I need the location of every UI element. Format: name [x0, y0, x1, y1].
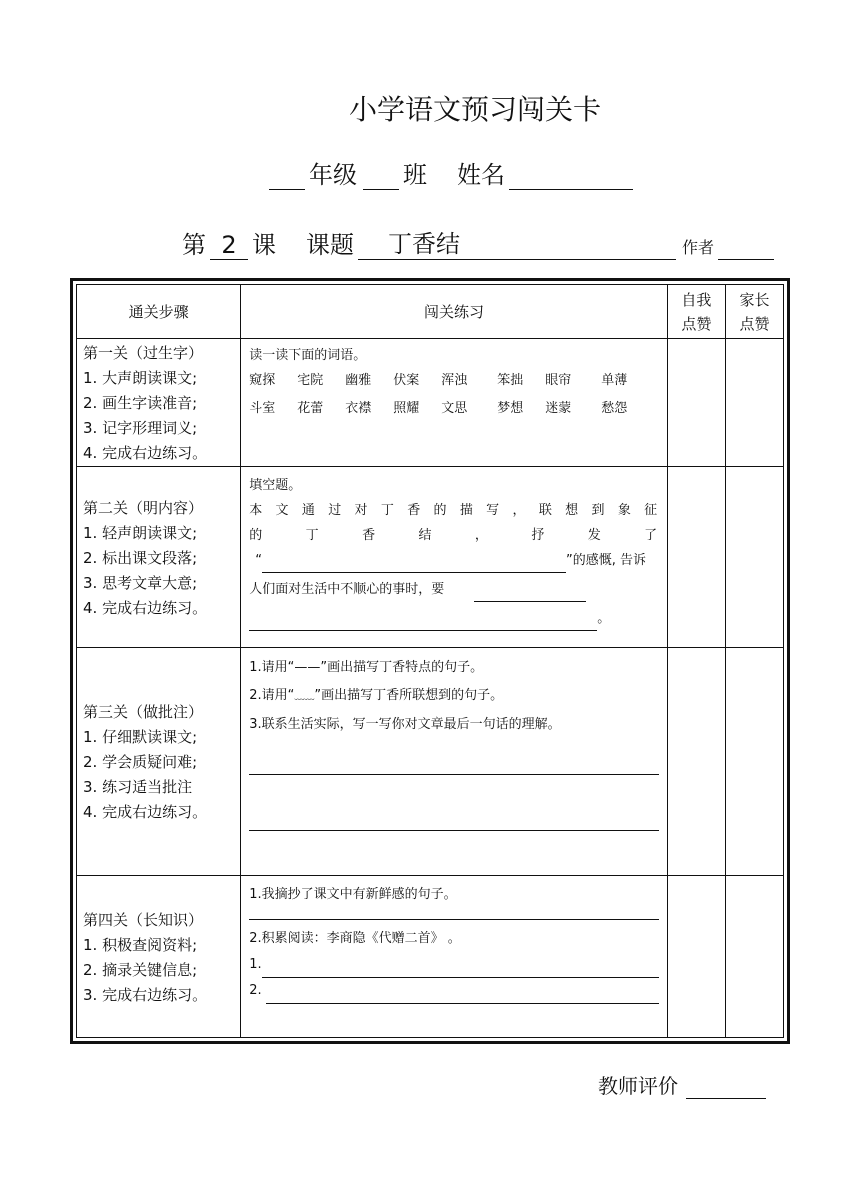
fill-blank-3[interactable]	[249, 612, 597, 631]
col-parent-praise: 家长 点赞	[725, 285, 783, 339]
question-1: 1.我摘抄了课文中有新鲜感的句子。	[249, 887, 457, 902]
author-label: 作者	[681, 238, 714, 257]
steps-level-3: 第三关（做批注） 1. 仔细默读课文; 2. 学会质疑问难; 3. 练习适当批注 4. 完成右边练习。	[77, 648, 241, 876]
table-header-row	[77, 285, 784, 339]
fill-text-line-4: 人们面对生活中不顺心的事时，要	[249, 577, 659, 602]
teacher-blank[interactable]	[686, 1076, 766, 1099]
self-praise-cell[interactable]	[667, 876, 725, 1038]
word-list-row-1: 窥探 宅院 幽雅 伏案 浑浊 笨拙 眼帘 单薄	[249, 373, 628, 388]
fill-text-line-1: 本 文 通 过 对 丁 香 的 描 写 ， 联 想 到 象 征	[249, 503, 658, 518]
col-self-praise: 自我 点赞	[667, 285, 725, 339]
practice-level-2	[241, 467, 668, 648]
answer-item-1: 1.	[249, 952, 659, 978]
student-info-line	[265, 155, 637, 190]
question-1: 1.请用“——”画出描写丁香特点的句子。	[249, 660, 484, 675]
practice-table	[70, 278, 790, 1044]
practice-intro: 填空题。	[249, 478, 302, 493]
fill-blank-1[interactable]	[262, 554, 566, 573]
class-blank[interactable]	[363, 167, 399, 190]
self-praise-cell[interactable]	[667, 648, 725, 876]
answer-line-3[interactable]	[266, 985, 659, 1004]
fill-text-line-5: 。	[249, 606, 659, 631]
col-practice: 闯关练习	[241, 285, 668, 339]
steps-level-2: 第二关（明内容） 1. 轻声朗读课文; 2. 标出课文段落; 3. 思考文章大意; 4. 完成右边练习。	[77, 467, 241, 648]
lesson-line	[182, 224, 774, 260]
word-list-row-2: 斗室 花蕾 衣襟 照耀 文思 梦想 迷蒙 愁怨	[249, 401, 628, 416]
lesson-prefix: 第	[182, 231, 206, 259]
author-blank[interactable]	[718, 239, 774, 260]
subject-value: 丁香结	[358, 224, 676, 260]
grade-label: 年级	[309, 161, 357, 189]
name-label: 姓名	[457, 161, 505, 189]
parent-praise-cell[interactable]	[725, 876, 783, 1038]
answer-line-2[interactable]	[262, 959, 659, 978]
fill-blank-2[interactable]	[474, 583, 586, 602]
question-2: 2.请用“﹏﹏”画出描写丁香所联想到的句子。	[249, 688, 504, 703]
self-praise-cell[interactable]	[667, 339, 725, 467]
table-row	[77, 648, 784, 876]
lesson-suffix: 课	[252, 231, 276, 259]
answer-line-1[interactable]	[249, 918, 659, 920]
table-row	[77, 876, 784, 1038]
class-label: 班	[403, 161, 427, 189]
question-2: 2.积累阅读：李商隐《代赠二首》 。	[249, 931, 461, 946]
lesson-number: 2	[210, 231, 248, 260]
page-title: 小学语文预习闯关卡	[348, 93, 601, 126]
question-3: 3.联系生活实际，写一写你对文章最后一句话的理解。	[249, 717, 561, 732]
fill-text-line-3: “ ”的感慨, 告诉	[249, 548, 659, 573]
answer-line-2[interactable]	[249, 829, 659, 831]
steps-level-4: 第四关（长知识） 1. 积极查阅资料; 2. 摘录关键信息; 3. 完成右边练习。	[77, 876, 241, 1038]
practice-intro: 读一读下面的词语。	[249, 348, 367, 363]
teacher-evaluation	[598, 1070, 770, 1099]
answer-line-1[interactable]	[249, 773, 659, 775]
practice-level-4	[241, 876, 668, 1038]
steps-level-1: 第一关（过生字） 1. 大声朗读课文; 2. 画生字读准音; 3. 记字形理词义; 4. 完成右边练习。	[77, 339, 241, 467]
col-steps: 通关步骤	[77, 285, 241, 339]
fill-text-line-2: 的 丁 香 结 ， 抒 发 了	[249, 528, 658, 543]
parent-praise-cell[interactable]	[725, 467, 783, 648]
grade-blank[interactable]	[269, 167, 305, 190]
practice-level-3	[241, 648, 668, 876]
answer-item-2: 2.	[249, 978, 659, 1004]
teacher-label: 教师评价	[598, 1074, 678, 1098]
practice-level-1	[241, 339, 668, 467]
name-blank[interactable]	[509, 167, 633, 190]
parent-praise-cell[interactable]	[725, 339, 783, 467]
table-row	[77, 467, 784, 648]
subject-label: 课题	[306, 231, 354, 259]
table-row	[77, 339, 784, 467]
parent-praise-cell[interactable]	[725, 648, 783, 876]
self-praise-cell[interactable]	[667, 467, 725, 648]
